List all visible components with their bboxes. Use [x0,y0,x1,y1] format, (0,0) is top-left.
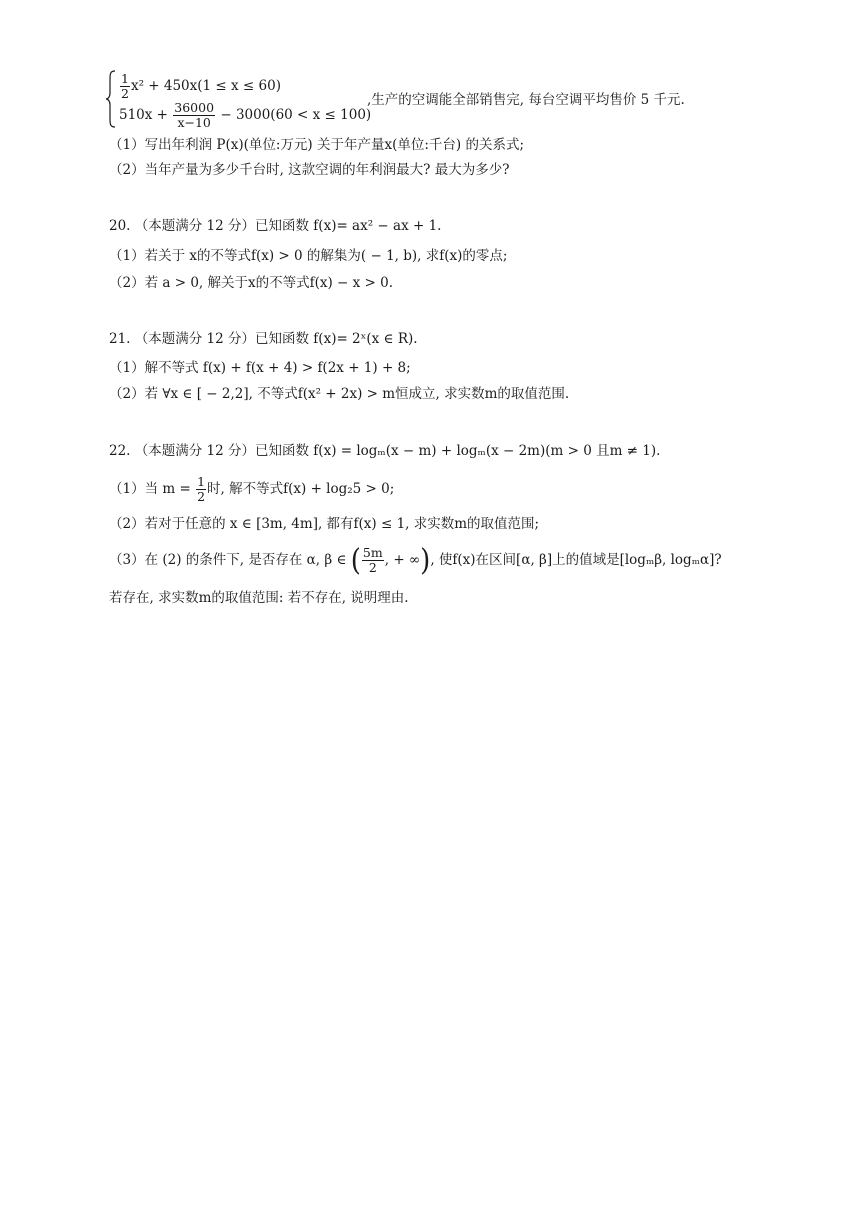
q21-part-2: （2）若 ∀x ∈ [ − 2,2], 不等式f(x² + 2x) > m恒成立, 求实数m的取值范围. [109,386,570,402]
q21-part-1: （1）解不等式 f(x) + f(x + 4) > f(2x + 1) + 8; [109,360,411,376]
q19-part-1: （1）写出年利润 P(x)(单位:万元) 关于年产量x(单位:千台) 的关系式; [109,137,525,153]
q22-part-3 [109,543,722,578]
q22-stem: 22. （本题满分 12 分）已知函数 f(x) = logₘ(x − m) + logₘ(x − 2m)(m > 0 且m ≠ 1). [109,443,661,459]
q21-stem: 21. （本题满分 12 分）已知函数 f(x)= 2ˣ(x ∈ R). [109,331,418,347]
q22-part-3-inner-tail: , + ∞ [384,552,421,568]
left-brace-symbol [105,70,117,128]
q22-part-3-lead: （3）在 (2) 的条件下, 是否存在 α, β ∈ [109,552,347,568]
q22-part-1-tail: 时, 解不等式f(x) + log₂5 > 0; [207,481,395,497]
piecewise-case-1 [119,71,281,101]
q20-part-2: （2）若 a > 0, 解关于x的不等式f(x) − x > 0. [109,275,394,291]
fraction-5m-over-2: $\frac{5m}{2}$ [362,545,383,575]
left-paren-symbol: ( [350,543,361,578]
right-paren-symbol: ) [420,543,431,578]
q22-part-3-continuation: 若存在, 求实数m的取值范围: 若不存在, 说明理由. [109,590,409,606]
q19-part-2: （2）当年产量为多少千台时, 这款空调的年利润最大? 最大为多少? [109,162,510,178]
q22-part-2: （2）若对于任意的 x ∈ [3m, 4m], 都有f(x) ≤ 1, 求实数m的取值范围; [109,516,540,532]
fraction-one-half: $\frac{1}{2}$ [121,71,129,101]
q22-part-1-lead: （1）当 m = [109,481,191,497]
fraction-36000: $\frac{36000}{x-10}$ [174,100,215,130]
q22-part-3-tail: , 使f(x)在区间[α, β]上的值域是[logₘβ, logₘα]? [430,552,722,568]
piecewise-definition [105,70,745,132]
case-1-expression: x² + 450x(1 ≤ x ≤ 60) [130,78,281,94]
q22-part-1 [109,474,394,504]
case-2-expression: − 3000(60 < x ≤ 100) [220,107,372,123]
piecewise-tail-text: ,生产的空调能全部销售完, 每台空调平均售价 5 千元. [367,92,685,108]
q20-part-1: （1）若关于 x的不等式f(x) > 0 的解集为( − 1, b), 求f(x)的零点; [109,248,508,264]
piecewise-case-2 [119,100,371,130]
fraction-one-half-m: $\frac{1}{2}$ [197,474,206,504]
case-2-lead: 510x + [119,107,168,123]
q20-stem: 20. （本题满分 12 分）已知函数 f(x)= ax² − ax + 1. [109,218,442,234]
